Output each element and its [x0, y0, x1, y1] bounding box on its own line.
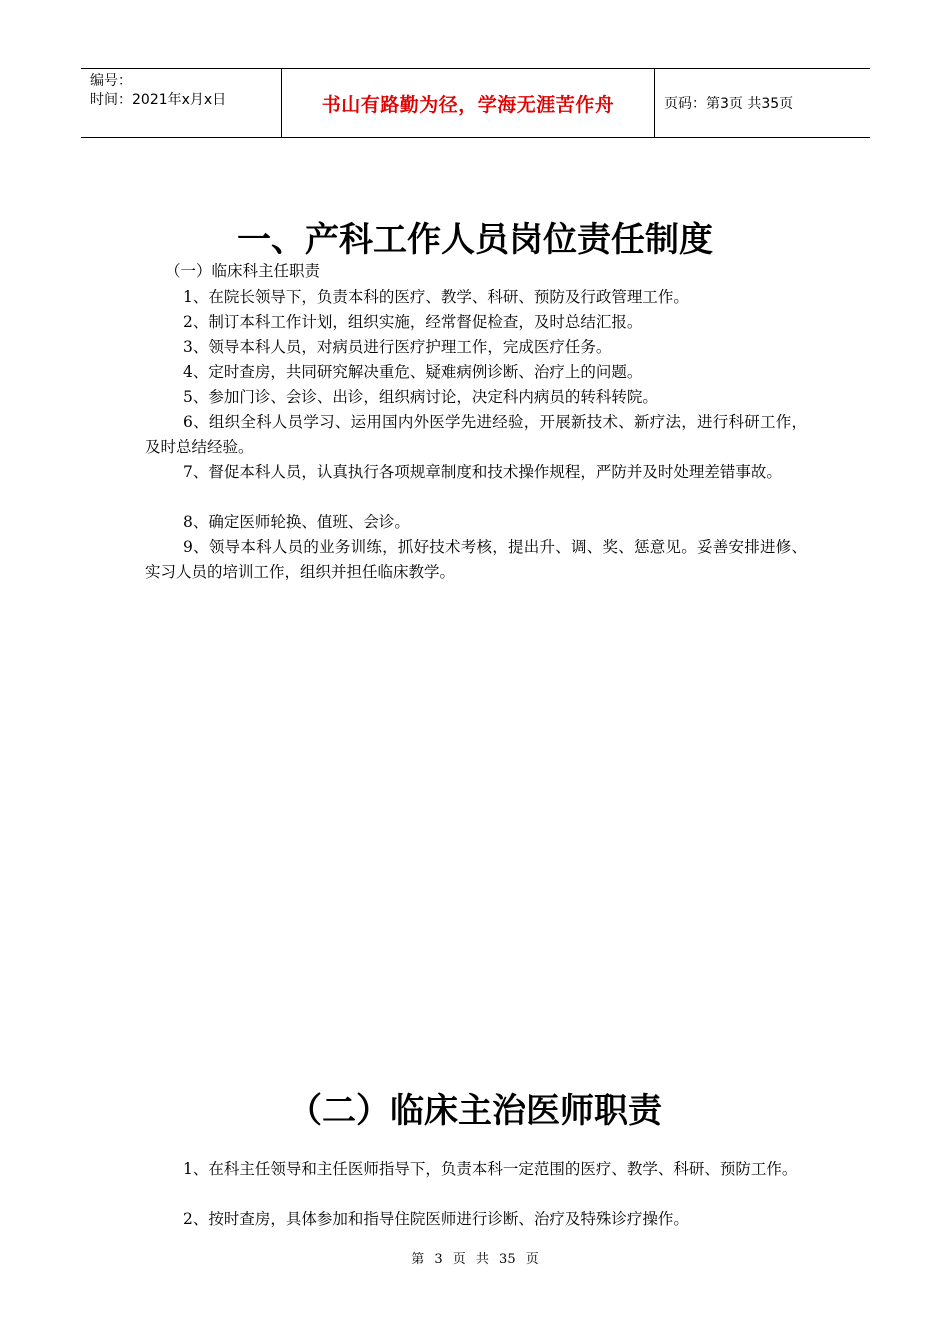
page-footer: 第 3 页 共 35 页 [411, 1252, 539, 1267]
section1-item: 4、定时查房，共同研究解决重危、疑难病例诊断、治疗上的问题。 [183, 363, 643, 381]
section1-item: 9、领导本科人员的业务训练，抓好技术考核，提出升、调、奖、惩意见。妥善安排进修、实习人员的培训工作，组织并担任临床教学。 [145, 538, 807, 581]
page-header [81, 68, 870, 138]
section1-item: 6、组织全科人员学习、运用国内外医学先进经验，开展新技术、新疗法，进行科研工作，及时总结经验。 [145, 413, 807, 456]
section1-item: 1、在院长领导下，负责本科的医疗、教学、科研、预防及行政管理工作。 [183, 288, 689, 306]
section2-title: （二）临床主治医师职责 [288, 1091, 662, 1131]
page-info: 页码：第3页 共35页 [664, 96, 794, 112]
number-label: 编号： [90, 73, 132, 89]
section1-item: 5、参加门诊、会诊、出诊，组织病讨论，决定科内病员的转科转院。 [183, 388, 658, 406]
date-label: 时间：2021年x月x日 [90, 92, 227, 108]
section1-item: 7、督促本科人员，认真执行各项规章制度和技术操作规程，严防并及时处理差错事故。 [183, 463, 782, 481]
section1-item: 3、领导本科人员，对病员进行医疗护理工作，完成医疗任务。 [183, 338, 612, 356]
motto-text: 书山有路勤为径，学海无涯苦作舟 [321, 93, 615, 116]
section2-item: 2、按时查房，具体参加和指导住院医师进行诊断、治疗及特殊诊疗操作。 [183, 1210, 689, 1228]
section1-item: 2、制订本科工作计划，组织实施，经常督促检查，及时总结汇报。 [183, 313, 643, 331]
header-meta-cell [81, 69, 282, 137]
header-motto-cell [282, 69, 655, 137]
section1-heading: （一）临床科主任职责 [165, 262, 321, 280]
section1-item: 8、确定医师轮换、值班、会诊。 [183, 513, 410, 531]
header-page-cell [655, 69, 870, 137]
document-title: 一、产科工作人员岗位责任制度 [237, 220, 713, 260]
section2-item: 1、在科主任领导和主任医师指导下，负责本科一定范围的医疗、教学、科研、预防工作。 [183, 1160, 798, 1178]
